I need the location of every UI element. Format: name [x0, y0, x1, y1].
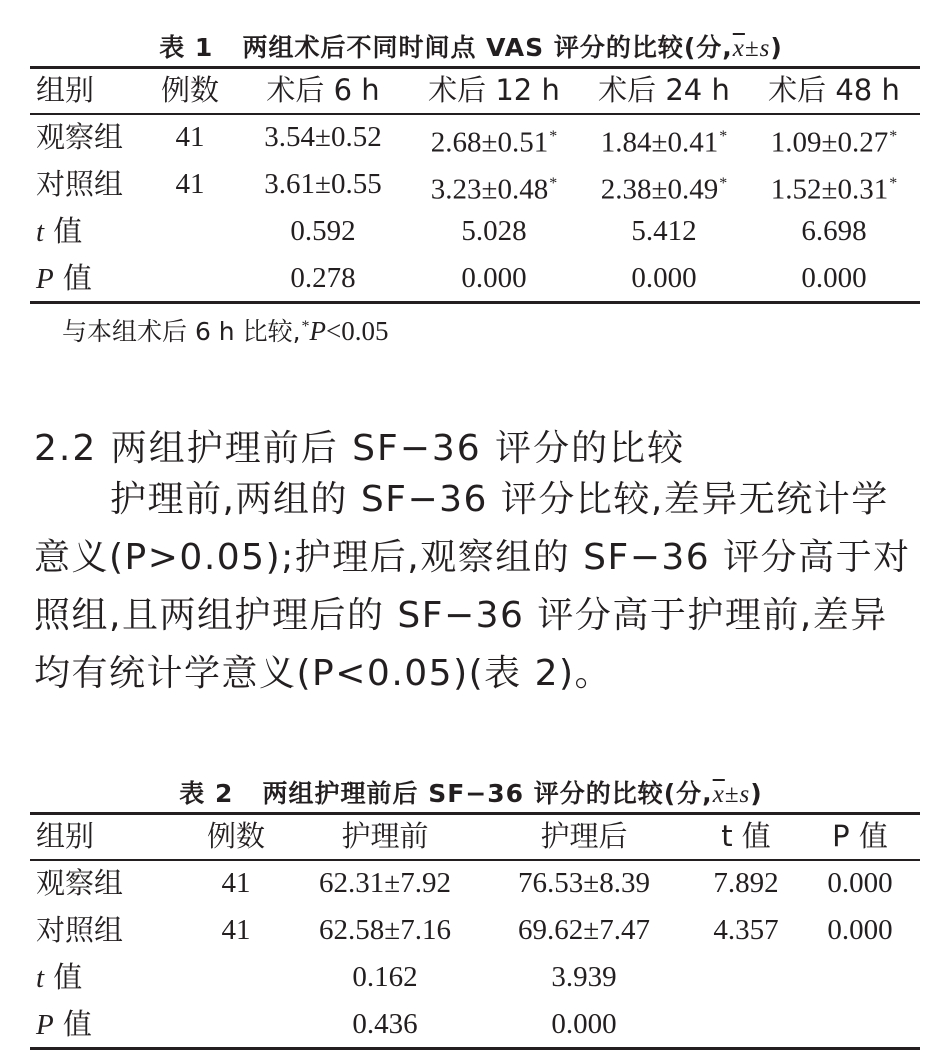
table1-row2-12h-value: 3.23±0.48 [430, 173, 549, 206]
table1-row2-48h-value: 1.52±0.31 [770, 173, 889, 206]
table1-p-label-var: P [36, 263, 54, 295]
table1-header-12h: 术后 12 h [428, 73, 560, 107]
table1-row2-24h-value: 2.38±0.49 [600, 173, 719, 206]
table1-row1-48h [771, 120, 897, 160]
paragraph-line-4: 均有统计学意义(P<0.05)(表 2)。 [34, 653, 613, 694]
table2-caption-text: 两组护理前后 SF−36 评分的比较(分, [262, 779, 713, 808]
paragraph-line-1: 护理前,两组的 SF−36 评分比较,差异无统计学 [110, 479, 889, 520]
table2-row2-after: 69.62±7.47 [518, 914, 650, 946]
table2-p-after: 0.000 [551, 1008, 617, 1040]
table2-t-before: 0.162 [352, 961, 418, 993]
table2-caption [0, 774, 942, 810]
table1-t-6h: 0.592 [290, 215, 356, 247]
table1-row1-24h-value: 1.84±0.41 [600, 126, 719, 159]
table1-row2-group: 对照组 [36, 167, 124, 201]
table1-t-label [36, 214, 82, 249]
table1-row1-6h: 3.54±0.52 [264, 121, 382, 153]
table2-caption-s: s [739, 781, 751, 808]
table2-top-rule [30, 812, 920, 815]
table1-footnote-text: 与本组术后 6 h 比较, [62, 317, 301, 346]
table1-t-label-text: 值 [44, 214, 83, 248]
table2-row1-p: 0.000 [827, 867, 893, 899]
table1-t-label-var: t [36, 216, 45, 248]
table2-t-label [36, 960, 82, 995]
table2-header-after: 护理后 [540, 819, 628, 853]
table1-bottom-rule [30, 301, 920, 304]
table2-header-t: t 值 [721, 819, 771, 853]
table1-row2-24h [601, 167, 727, 207]
table1-header-group: 组别 [36, 73, 95, 107]
table1-p-label-text: 值 [53, 261, 92, 295]
table2-header-before: 护理前 [341, 819, 429, 853]
table1-footnote-p: P [309, 316, 327, 346]
table1-row1-48h-star: * [889, 128, 898, 145]
paragraph-line-3: 照组,且两组护理后的 SF−36 评分高于护理前,差异 [34, 595, 888, 636]
table1-row2-12h-star: * [549, 175, 558, 192]
table2-header-rule [30, 859, 920, 861]
table2-row1-group: 观察组 [36, 866, 124, 900]
table1-row2-24h-star: * [719, 175, 728, 192]
table2-caption-xbar: $\overline{x}$ [712, 781, 725, 808]
table1-p-12h: 0.000 [461, 262, 527, 294]
table2-caption-close: ) [750, 779, 763, 808]
table1-row1-48h-value: 1.09±0.27 [770, 126, 889, 159]
table2-p-label-var: P [36, 1009, 54, 1041]
table1-caption [0, 28, 942, 64]
table1-p-6h: 0.278 [290, 262, 356, 294]
table2-header-n: 例数 [206, 819, 266, 853]
table1-t-24h: 5.412 [631, 215, 697, 247]
table1-row2-6h: 3.61±0.55 [264, 168, 382, 200]
table2-t-after: 3.939 [551, 961, 617, 993]
table1-caption-pm: ± [744, 35, 760, 62]
table1-row1-12h [431, 120, 557, 160]
table2-t-label-var: t [36, 962, 45, 994]
table1-row1-24h-star: * [719, 128, 728, 145]
table2-bottom-rule [30, 1047, 920, 1050]
table2-row2-before: 62.58±7.16 [319, 914, 451, 946]
table1-row2-48h [771, 167, 897, 207]
table2-caption-prefix: 表 2 [179, 779, 234, 808]
table1-header-24h: 术后 24 h [598, 73, 730, 107]
table1-row2-48h-star: * [889, 175, 898, 192]
table2-p-label-text: 值 [53, 1007, 92, 1041]
table1-row1-12h-value: 2.68±0.51 [430, 126, 549, 159]
table1-row1-12h-star: * [549, 128, 558, 145]
table1-row2-12h [431, 167, 557, 207]
table1-caption-prefix: 表 1 [159, 33, 214, 62]
table1-header-n: 例数 [160, 73, 220, 107]
table1-row1-n: 41 [175, 121, 205, 153]
table2-p-label [36, 1007, 92, 1042]
table1-header-rule [30, 113, 920, 115]
table1-footnote-star: * [301, 317, 310, 335]
table2-caption-pm: ± [724, 781, 740, 808]
table1-header-48h: 术后 48 h [768, 73, 900, 107]
table2-row1-before: 62.31±7.92 [319, 867, 451, 899]
table1-footnote-value: <0.05 [326, 316, 389, 346]
table1-p-24h: 0.000 [631, 262, 697, 294]
table2-row1-n: 41 [221, 867, 251, 899]
table1-row2-n: 41 [175, 168, 205, 200]
table2-row2-group: 对照组 [36, 913, 124, 947]
table1-caption-text: 两组术后不同时间点 VAS 评分的比较(分, [242, 33, 733, 62]
table2-t-label-text: 值 [44, 960, 83, 994]
table1-footnote [62, 312, 389, 348]
table2-header-p: P 值 [832, 819, 888, 853]
table2-row2-p: 0.000 [827, 914, 893, 946]
table2-row2-t: 4.357 [713, 914, 779, 946]
table2-row1-after: 76.53±8.39 [518, 867, 650, 899]
table2-header-group: 组别 [36, 819, 95, 853]
table1-p-48h: 0.000 [801, 262, 867, 294]
table1-row1-24h [601, 120, 727, 160]
table2-row2-n: 41 [221, 914, 251, 946]
table1-header-6h: 术后 6 h [266, 73, 380, 107]
table1-top-rule [30, 66, 920, 69]
table1-t-48h: 6.698 [801, 215, 867, 247]
section-heading: 2.2 两组护理前后 SF−36 评分的比较 [34, 428, 686, 469]
table1-t-12h: 5.028 [461, 215, 527, 247]
table1-row1-group: 观察组 [36, 120, 124, 154]
paragraph-line-2: 意义(P>0.05);护理后,观察组的 SF−36 评分高于对 [34, 537, 911, 578]
table1-caption-close: ) [770, 33, 783, 62]
table2-row1-t: 7.892 [713, 867, 779, 899]
table2-p-before: 0.436 [352, 1008, 418, 1040]
table1-caption-s: s [759, 35, 771, 62]
table1-p-label [36, 261, 92, 296]
table1-caption-xbar: $\overline{x}$ [732, 35, 745, 62]
